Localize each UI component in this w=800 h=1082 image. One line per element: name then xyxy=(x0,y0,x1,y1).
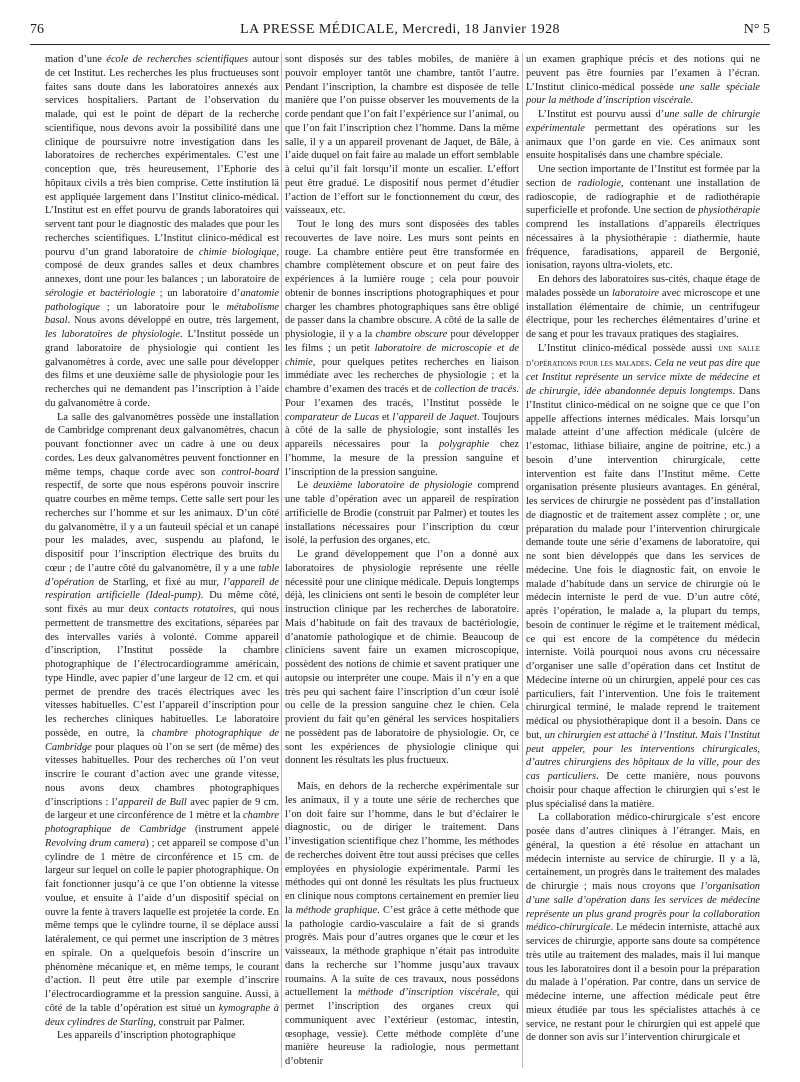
italic-run: méthode graphique xyxy=(295,904,378,916)
paragraph xyxy=(526,53,760,108)
italic-run: polygraphie xyxy=(438,439,490,450)
italic-run: l’appareil de respiration artificielle (Ideal-pump) xyxy=(45,576,279,602)
italic-run: anatomie pathologique xyxy=(45,287,280,313)
paragraph xyxy=(285,479,519,548)
page-number: 76 xyxy=(30,22,44,37)
text-run: . Toujours à côté de la salle de physiologie, sont installés les appareils nécessaires pour la xyxy=(285,411,519,450)
paragraph xyxy=(526,342,760,812)
text-run: , pour quelques petites recherches en liaison immédiate avec les recherches de physiologie ; et la chambre d’examen des tracés et de xyxy=(285,356,519,395)
text-run: . Pour l’examen des tracés, l’Institut possède le xyxy=(285,384,519,409)
italic-run: méthode d’inscription viscérale xyxy=(358,987,497,999)
text-run: , contenant une installation de radioscopie, de radiographie et de radiothérapie superficielle et profonde. Une section de xyxy=(526,177,760,217)
text-run: Les appareils d’inscription photographique xyxy=(57,1030,236,1042)
italic-run: une salle spéciale pour la méthode d’inscription viscérale xyxy=(526,81,760,107)
italic-run: comparateur de Lucas xyxy=(285,411,380,423)
journal-title: LA PRESSE MÉDICALE, Mercredi, 18 Janvier 1928 xyxy=(240,22,560,37)
text-run: Tout le long des murs sont disposées des tables recouvertes de lave noire. Les murs sont peints en rouge. La chambre entière peut être transformée en chambre complètement obscure et on peut faire des expériences à la lumière rouge ; cela pour pouvoir obtenir de bonnes inscriptions photographiques et pour charger les chambres photographiques sans être obligé de passer dans la chambre obscure. A côté de la salle de physiologie, il y a la xyxy=(285,219,519,340)
italic-run: Revolving drum camera xyxy=(45,837,146,849)
text-run: pour développer les films ; un petit xyxy=(285,329,519,354)
text-run: de Starling, et fixé au mur, xyxy=(94,576,224,588)
italic-run: Cela ne veut pas dire que cet Institut représente un service mixte de médecine et de chirurgie, idée abandonnée depuis longtemps xyxy=(526,357,760,397)
small-caps-run: une salle d’opérations pour les malades xyxy=(526,343,760,369)
text-run: . Nous avons développé en outre, très largement, xyxy=(67,315,279,327)
text-run: Une section importante de l’Institut est formée par la section de xyxy=(526,164,760,189)
text-run: . xyxy=(649,357,655,369)
issue-number: N° 5 xyxy=(743,22,770,37)
italic-run: control-board xyxy=(221,466,279,478)
text-run: , construit par Palmer. xyxy=(153,1016,245,1028)
italic-run: deuxième laboratoire de physiologie xyxy=(313,480,473,492)
paragraph xyxy=(45,53,279,411)
text-run: L’Institut est pourvu aussi d’ xyxy=(538,109,665,120)
italic-run: l’appareil de Jaquet xyxy=(392,411,477,423)
text-run: comprend les installations d’appareils électriques nécessaires à la physiothérapie : diathermie, haute fréquence, faradisations, appareil de Bergonié, ionisation, rayons ultra-violets, etc. xyxy=(526,219,760,272)
text-column-3 xyxy=(526,53,760,1045)
text-column-1 xyxy=(45,53,279,1043)
text-run: avec microscope et une installation élémentaire de chimie, un centrifugeur électrique, pour les recherches élémentaires d’urine et de sang et pour les travaux pratiques des stagiaires. xyxy=(526,287,760,340)
paragraph xyxy=(285,780,519,1069)
column-divider xyxy=(281,53,282,1068)
paragraph xyxy=(45,1029,279,1043)
italic-run: table d’opération xyxy=(45,562,279,588)
text-run: avec papier de 9 cm. de largeur et une circonférence de 1 mètre et la xyxy=(45,796,279,822)
text-run: et xyxy=(379,411,393,423)
italic-run: chambre photographique de Cambridge xyxy=(45,810,279,835)
paragraph xyxy=(285,53,519,218)
text-run: Le grand développement que l’on a donné aux laboratoires de physiologie représente une réelle nécessité pour une clinique médicale. Depuis longtemps déjà, les cliniciens ont senti le besoin de compléter leur instruction clinique par les recherches de laboratoire. Mais d’habitude on fait des travaux de bactériologie, d’anatomie pathologique et de chimie. Beaucoup de cliniciens savent faire un examen microscopique, possèdent des notions de chimie et savent pratiquer une autopsie ou interpréter une coupe. Mais il n’y en a que très peu qui sachent faire l’inscription d’un cœur isolé ou celle de la pression sanguine chez le chien. Cela provient du fait qu’en général les services hospitaliers ne possèdent pas de laboratoire de physiologie. Or, ce sont les expériences de physiologie clinique qui donnent les résultats les plus fructueux. xyxy=(285,549,519,767)
text-run: , qui nous permettent de transmettre des excitations, séparées par des intervalles variés à volonté. Comme appareil d’inscription, l’Institut possède la chambre photographique de l’électrocardiogramme américain, type Hindle, avec papier d’une largeur de 12 cm. et qui permet de prendre des tracés électriques avec les vitesses habituelles. C’est l’appareil d’inscription pour les recherches cliniques habituelles. Le laboratoire possède, en outre, la xyxy=(45,604,280,739)
italic-run: radiologie xyxy=(577,177,622,189)
text-run: , composé de deux grandes salles et deux chambres annexes, dont une pour les balances ; un laboratoire de xyxy=(45,246,279,285)
italic-run: collection de tracés xyxy=(434,384,517,395)
paragraph xyxy=(526,108,760,163)
text-run: mation d’une xyxy=(45,54,107,65)
text-run: . Dans l’Institut clinico-médical on ne soigne que ce que l’on appelle affections internes médicales. Mais lorsqu’un malade atteint d’une affection médicale (ulcère de l’estomac, lithiase biliaire, angine de poitrine, etc.) a besoin d’une intervention chirurgicale, cette intervention est faite dans l’Institut même. Cette organisation présente plusieurs avantages. En général, les services de chirurgie ne possèdent pas d’installation de diagnostic et de traitement assez complète ; or, une préparation du malade pour l’intervention chirurgicale demande toute une série d’examens de laboratoire, qui ne sont bien développés que dans les services de médecine. Une fois le diagnostic fait, on envoie le malade d’habitude dans un service de chirurgie où le médecin interniste le perd de vue. D’un autre côté, après l’opération, le malade a, la plupart du temps, besoin de continuer le régime et le traitement médical, ce qui est encore de la compétence du médecin interniste. Voilà pourquoi nous avons cru nécessaire d’organiser une salle d’opération dans cet Institut de Médecine interne où un chirurgien, appelé pour ces cas particuliers, fait l’intervention. Une fois le traitement chirurgical terminé, le malade reprend le traitement médical ou physiothérapique dont il a besoin. Dans ce but, xyxy=(526,386,760,741)
text-run: . C’est grâce à cette méthode que la pathologie cardio-vasculaire a fait de si grands progrès. Mais pour d’autres organes que le cœur et les vaisseaux, la méthode graphique n’était pas introduite dans la recherche sur l’homme jusqu’aux travaux roumains. A la suite de ces travaux, nous possédons actuellement la xyxy=(285,904,519,999)
text-run: . Le médecin interniste, attaché aux services de chirurgie, apporte sans doute sa compétence très utile au traitement des malades, mais il lui manque tous les laboratoires dont il a besoin pour la préparation du malade à l’opération. Par contre, dans un service de médecine interne, une affection médicale peut être mieux étudiée par tous les spécialistes attachés à ce service, ne restant pour le chirurgien qui est appelé que de donner son avis sur l’intervention chirurgicale et xyxy=(526,922,760,1044)
italic-run: sérologie et bactériologie xyxy=(45,287,156,299)
text-run: Le xyxy=(297,480,314,492)
text-run: sont disposés sur des tables mobiles, de manière à pouvoir employer tantôt une chambre, tantôt l’autre. Pendant l’inscription, la chambre est disposée de telle manière que l’on puisse observer les mouvements de la corde pendant que l’on fait l’expérience sur l’animal, ou que l’on fait l’inscription chez l’homme. Dans la même salle, il y a un appareil provenant de Jaquet, de Bâle, à l’aide duquel on fait faire au malade un effort semblable à celui qu’il fait lorsqu’il monte un escalier. L’effort peut être gradué. Le dispositif nous permet d’étudier l’action de l’effort sur le fonctionnement du cœur, des vaisseaux, etc. xyxy=(285,54,519,217)
paragraph xyxy=(526,163,760,273)
running-header xyxy=(30,22,770,42)
text-run: En dehors des laboratoires sus-cités, chaque étage de malades possède un xyxy=(526,274,760,299)
paragraph xyxy=(285,218,519,479)
text-run: La salle des galvanomètres possède une installation de Cambridge comprenant deux galvanomètres, chacun pouvant fonctionner avec un cadre à une ou deux cordes. Les deux galvanomètres peuvent fonctionner en même temps, chaque corde avec son xyxy=(45,411,279,478)
italic-run: l’organisation d’une salle d’opération dans les services de médecine représente un plus grand progrès pour la collaboration médico-chirurgicale xyxy=(526,881,760,934)
italic-run: un chirurgien est attaché à l’Institut. Mais l’Institut peut appeler, pour les interventions chirurgicales, d’autres chirurgiens des hôpitaux de la ville, pour des cas particuliers xyxy=(526,729,760,782)
italic-run: une salle de chirurgie expérimentale xyxy=(526,109,761,134)
text-run: ) ; cet appareil se compose d’un cylindre de 1 mètre de circonférence et 15 cm. de largeur sur lequel on colle le papier photographique. On fait fonctionner jusqu’à ce que l’on obtienne la vitesse voulue, et ensuite à l’aide d’un dispositif spécial on ouvre la fente à travers laquelle est projetée la corde. En même temps que le cylindre tourne, il se déplace aussi latéralement, ce qui permet une inscription de 3 mètres en spirale. On a quelquefois besoin d’inscrire un phénomène mécanique et, en même temps, le courant d’action. Il peut être utile par exemple d’inscrire l’électrocardiogramme et la pression sanguine. Aussi, à côté de la table d’opération est situé un xyxy=(45,837,279,1014)
text-run: chez l’homme, la mesure de la pression sanguine et l’inscription de la pression sanguine. xyxy=(285,439,519,478)
text-run: . Du même côté, sont fixés au mur deux xyxy=(45,590,279,615)
text-run: ; un laboratoire d’ xyxy=(155,287,241,299)
text-run: ; un laboratoire pour le xyxy=(99,301,227,313)
text-run: permettant des opérations sur les animaux que l’on garde en vie. Ces animaux sont ensuite hospitalisés dans une chambre spéciale. xyxy=(526,122,760,162)
paragraph xyxy=(45,411,279,1030)
italic-run: laboratoire xyxy=(612,287,659,299)
text-run: comprend une table d’opération avec un appareil de respiration artificielle de Brodie (construit par Palmer) et toutes les installations nécessaires pour l’inscription du cœur isolé, la perfusion des organes, etc. xyxy=(285,480,519,547)
text-run: (instrument appelé xyxy=(185,824,279,835)
text-run: un examen graphique précis et des notions qui ne peuvent pas être fournies par l’examen à l’écran. L’Institut clinico-médical possède xyxy=(526,54,760,93)
italic-run: chimie biologique xyxy=(198,246,277,258)
column-divider xyxy=(522,53,523,1068)
italic-run: les laboratoires de physiologie xyxy=(45,329,181,340)
text-run: L’Institut clinico-médical possède aussi xyxy=(538,342,719,354)
text-run: pour plaques où l’on se sert (de même) des vitesses habituelles. Pour des recherches où l’on veut inscrire le courant d’action avec une grande vitesse, nous avons deux chambres photographiques d’inscriptions : l’ xyxy=(45,741,279,808)
italic-run: métabolisme basal xyxy=(45,301,279,327)
text-run: autour de cet Institut. Les recherches les plus fructueuses sont faites sans doute dans les laboratoires annexés aux services hospitaliers. Partant de l’observation du malade, qui est le point de départ de la recherche scientifique, nous devons avoir la possibilité dans une clinique de poursuivre notre investigation dans les laboratoires de recherches expérimentales. C’est une conception que, très heureusement, l’Ephorie des hôpitaux civils a très bien comprise. Cette institution lä est appliquée largement dans l’Institut clinico-médical. L’Institut est en effet pourvu de grands laboratoires qui servent tant pour le diagnostic des malades que pour les recherches scientifiques. L’Institut clinico-médical est pourvu d’un grand laboratoire de xyxy=(45,54,279,258)
text-column-2 xyxy=(285,53,519,1069)
header-rule xyxy=(30,44,770,45)
paragraph xyxy=(285,548,519,768)
text-run: . L’Institut possède un grand laboratoire de physiologie qui contient les galvanomètres à corde, avec une salle pour développer des films et une deuxième salle de physiologie pour les recherches qui ne demandent pas l’inscription à l’aide du galvanomètre à corde. xyxy=(45,329,279,409)
text-run: Mais, en dehors de la recherche expérimentale sur les animaux, il y a toute une série de recherches que l’on doit faire sur l’homme, dans le but d’éclairer le diagnostic, ou de diriger le traitement. Dans l’investigation scientifique chez l’homme, les méthodes de recherches doivent être tout aussi précises que celles employées en physiologie expérimentale. Parmi les méthodes qui ont donné les résultats les plus fructueux en clinique nous comptons certainement en premier lieu la xyxy=(285,781,519,916)
italic-run: kymographe à deux cylindres de Starling xyxy=(45,1002,279,1028)
paragraph xyxy=(526,273,760,342)
text-run: , qui permet l’inscription des organes creux qui communiquent avec l’extérieur (estomac, intestin, œsophage, vessie). Cette méthode complète d’une manière heureuse la radiologie, nous permettant d’obtenir xyxy=(285,987,519,1067)
paragraph xyxy=(526,811,760,1045)
italic-run: chambre obscure xyxy=(375,329,448,340)
italic-run: laboratoire de microscopie et de chimie xyxy=(285,342,520,368)
italic-run: contacts rotatoires xyxy=(153,604,234,615)
text-run: respectif, de sorte que nous espérons pouvoir inscrire quatre courbes en même temps. Cette salle sert pour les recherches sur l’homme et sur les animaux. D’un côté du galvanomètre, il y a un fauteuil spécial et un canapé pour les malades, avec, suspendu au plafond, le dispositif pour l’inscription électrique des bruits du cœur ; de l’autre côté du galvanomètre, il y a une xyxy=(45,480,279,574)
italic-run: appareil de Bull xyxy=(118,796,187,808)
italic-run: physiothérapie xyxy=(698,205,760,217)
italic-run: école de recherches scientifiques xyxy=(106,54,249,65)
text-run: . De cette manière, nous pouvons choisir pour chaque affection le chirurgien qui s’est le plus spécialisé dans la matière. xyxy=(526,771,760,810)
text-run: . xyxy=(690,95,694,107)
text-run: La collaboration médico-chirurgicale s’est encore posée dans d’autres cliniques à l’étranger. Mais, en général, la question a été résolue en attachant un médecin interniste au service de chirurgie. Il y a là, certainement, un progrès dans le traitement des malades de chirurgie ; mais nous croyons que xyxy=(526,812,760,892)
italic-run: chambre photographique de Cambridge xyxy=(45,727,280,753)
